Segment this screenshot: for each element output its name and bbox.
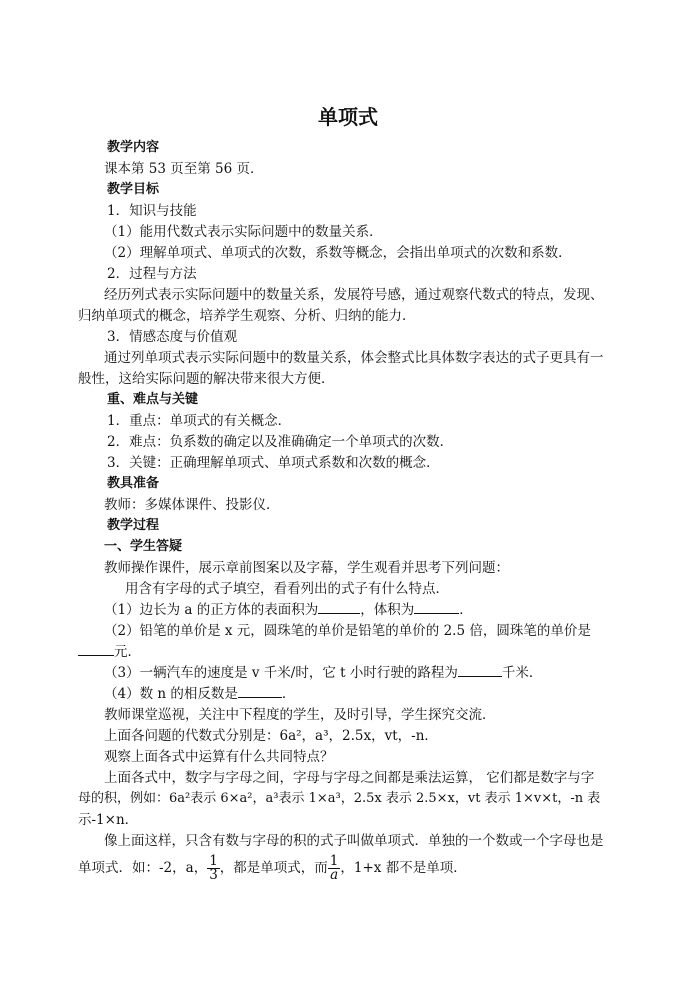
question-3-part-a: （3）一辆汽车的速度是 v 千米/时，它 t 小时行驶的路程为 xyxy=(104,665,458,681)
question-2-part-b: 元． xyxy=(114,644,141,660)
process-text-3: 教师课堂巡视，关注中下程度的学生，及时引导，学生探究交流． xyxy=(104,707,496,723)
key-2: 2．难点：负系数的确定以及准确确定一个单项式的次数． xyxy=(107,434,454,450)
question-1-part-c: ． xyxy=(459,602,473,618)
answer-blank-5 xyxy=(238,684,282,698)
question-4 xyxy=(104,684,295,704)
heading-process: 教学过程 xyxy=(107,518,160,533)
question-2-cont xyxy=(78,642,141,662)
heading-key: 重、难点与关键 xyxy=(107,392,199,407)
question-1-part-b: ，体积为 xyxy=(360,602,415,618)
question-1 xyxy=(104,600,473,620)
goal-3a: 通过列单项式表示实际问题中的数量关系，体会整式比具体数字表达的式子更具有一 xyxy=(104,350,604,366)
heading-student-qa: 一、学生答疑 xyxy=(104,539,183,554)
fraction-1-numerator: 1 xyxy=(209,852,218,869)
process-text-5: 观察上面各式中运算有什么共同特点？ xyxy=(104,749,334,765)
question-4-part-b: ． xyxy=(281,686,296,702)
page-title: 单项式 xyxy=(318,105,378,129)
tool-text: 教师：多媒体课件、投影仪． xyxy=(104,497,280,513)
process-text-4: 上面各问题的代数式分别是：6a²，a³，2.5x，vt，-n． xyxy=(104,728,438,744)
key-1: 1．重点：单项式的有关概念． xyxy=(107,413,292,429)
answer-blank-1 xyxy=(318,600,360,614)
process-text-1: 教师操作课件，展示章前图案以及字幕，学生观看并思考下列问题： xyxy=(104,560,509,576)
fraction-1-denominator: 3 xyxy=(209,867,218,883)
process-text-9: 像上面这样，只含有数与字母的积的式子叫做单项式．单独的一个数或一个字母也是 xyxy=(104,833,604,849)
process-text-10 xyxy=(78,850,467,886)
question-2: （2）铅笔的单价是 x 元，圆珠笔的单价是铅笔的单价的 2.5 倍，圆珠笔的单价是 xyxy=(104,623,591,639)
heading-goal: 教学目标 xyxy=(107,182,160,197)
question-4-part-a: （4）数 n 的相反数是 xyxy=(104,686,238,702)
question-3 xyxy=(104,663,542,683)
process-text-7: 母的积，例如：6a²表示 6×a²，a³表示 1×a³，2.5x 表示 2.5×x，vt 表示 1×v×t，-n 表 xyxy=(78,791,601,806)
fraction-2-numerator: 1 xyxy=(329,852,339,869)
goal-3b: 般性，这给实际问题的解决带来很大方便． xyxy=(78,371,335,387)
process-text-10-part-a: 单项式．如：-2，a， xyxy=(78,860,208,876)
process-text-8: 示-1×n． xyxy=(78,812,139,828)
process-text-10-part-b: ，都是单项式，而 xyxy=(219,860,328,876)
goal-1: 1．知识与技能 xyxy=(107,203,197,219)
key-3: 3．关键：正确理解单项式、单项式系数和次数的概念． xyxy=(107,455,440,471)
heading-content: 教学内容 xyxy=(107,140,160,155)
goal-2a: 经历列式表示实际问题中的数量关系，发展符号感，通过观察代数式的特点，发现、 xyxy=(104,287,604,303)
question-3-part-b: 千米． xyxy=(501,665,543,681)
process-text-6: 上面各式中，数字与字母之间，字母与字母之间都是乘法运算， 它们都是数字与字 xyxy=(104,770,595,786)
answer-blank-3 xyxy=(78,642,114,656)
question-1-part-a: （1）边长为 a 的正方体的表面积为 xyxy=(104,602,319,618)
goal-2b: 归纳单项式的概念，培养学生观察、分析、归纳的能力． xyxy=(78,308,416,324)
heading-tool: 教具准备 xyxy=(107,476,160,491)
process-text-10-part-c: ，1+x 都不是单项． xyxy=(340,860,467,876)
fraction-one-over-a xyxy=(328,852,341,883)
fraction-2-denominator: a xyxy=(330,867,339,883)
fraction-one-third xyxy=(207,852,220,883)
answer-blank-2 xyxy=(414,600,459,614)
content-text: 课本第 53 页至第 56 页． xyxy=(104,161,264,177)
answer-blank-4 xyxy=(458,663,502,677)
goal-2: 2．过程与方法 xyxy=(107,266,197,282)
process-text-2: 用含有字母的式子填空，看看列出的式子有什么特点． xyxy=(125,581,449,597)
goal-3: 3．情感态度与价值观 xyxy=(107,329,238,345)
goal-1a: （1）能用代数式表示实际问题中的数量关系． xyxy=(104,224,383,240)
goal-1b: （2）理解单项式、单项式的次数，系数等概念，会指出单项式的次数和系数． xyxy=(104,245,572,261)
